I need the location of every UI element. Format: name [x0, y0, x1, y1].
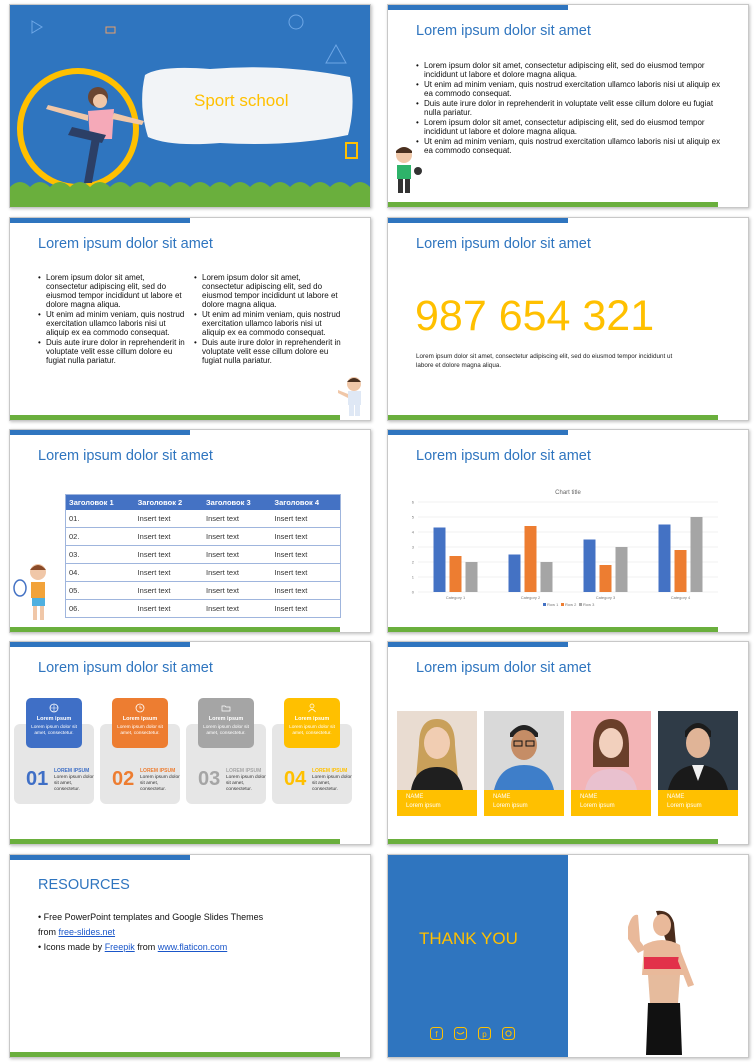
bar-row-3: [616, 547, 628, 592]
step-card: [100, 698, 180, 804]
slide-title: Lorem ipsum dolor sit amet: [416, 448, 591, 464]
chart-title: Chart title: [555, 490, 581, 496]
person-icon: [307, 703, 317, 713]
table-header: Заголовок 1: [66, 495, 135, 511]
table-cell: Insert text: [271, 582, 340, 600]
legend-label: Row 1: [547, 602, 559, 607]
table-cell: Insert text: [135, 510, 203, 528]
table-header: Заголовок 4: [271, 495, 340, 511]
member-photo: [397, 711, 477, 790]
card-number: 03: [198, 768, 221, 790]
table-row: [66, 582, 341, 600]
card-label: LOREM IPSUM: [226, 768, 262, 774]
top-accent-bar: [10, 642, 190, 647]
slide-title: Lorem ipsum dolor sit amet: [38, 660, 213, 676]
y-tick-label: 4: [411, 529, 414, 535]
resources-from-text: from: [38, 927, 59, 937]
table-cell: Insert text: [203, 510, 271, 528]
table-header-row: [66, 495, 341, 511]
card-title: Lorem ipsum: [122, 716, 158, 722]
fitness-woman-photo: [598, 905, 718, 1055]
clock-icon: [135, 703, 145, 713]
bullet-item: • Duis aute irure dolor in reprehenderit in voluptate velit esse cillum dolore eu fugiat nulla pariatur.: [38, 338, 186, 365]
card-title: Lorem ipsum: [36, 716, 72, 722]
bullet-list: [416, 61, 721, 156]
table-cell: Insert text: [135, 564, 203, 582]
resources-text: [38, 910, 263, 955]
table-row: [66, 546, 341, 564]
instagram-icon[interactable]: [503, 1028, 515, 1040]
member-role: Lorem ipsum: [580, 803, 615, 809]
card-description: Lorem ipsum dolor sit amet, consectetur.: [226, 775, 266, 792]
card-header: [26, 698, 82, 748]
bar-row-3: [466, 562, 478, 592]
card-title: Lorem ipsum: [294, 716, 330, 722]
table-cell: Insert text: [271, 546, 340, 564]
table-cell: 03.: [66, 546, 135, 564]
from-text: from: [134, 942, 158, 952]
member-label: [658, 790, 738, 816]
card-number: 01: [26, 768, 49, 790]
table-cell: Insert text: [271, 600, 340, 618]
top-accent-bar: [10, 430, 190, 435]
table-cell: 04.: [66, 564, 135, 582]
member-label: [484, 790, 564, 816]
member-label: [571, 790, 651, 816]
bar-row-1: [584, 540, 596, 593]
table-cell: Insert text: [271, 528, 340, 546]
member-photo: [571, 711, 651, 790]
slide-6-chart[interactable]: [387, 429, 749, 633]
member-role: Lorem ipsum: [667, 803, 702, 809]
card-number: 04: [284, 768, 307, 790]
member-role: Lorem ipsum: [406, 803, 441, 809]
x-tick-label: Category 2: [520, 595, 541, 600]
slide-10-thank-you[interactable]: [387, 854, 749, 1058]
top-accent-bar: [388, 642, 568, 647]
facebook-icon[interactable]: [431, 1028, 443, 1040]
slide-8-team[interactable]: [387, 641, 749, 845]
flaticon-link[interactable]: www.flaticon.com: [157, 942, 228, 952]
legend-swatch: [579, 603, 582, 606]
table-row: [66, 528, 341, 546]
card-label: LOREM IPSUM: [54, 768, 90, 774]
table-header: Заголовок 3: [203, 495, 271, 511]
bullet-item: • Ut enim ad minim veniam, quis nostrud exercitation ullamco laboris nisi ut aliquip ex ea commodo consequat.: [194, 310, 342, 337]
table-cell: Insert text: [271, 510, 340, 528]
team-member: [484, 711, 564, 816]
step-card: [186, 698, 266, 804]
top-accent-bar: [388, 5, 568, 10]
card-description: Lorem ipsum dolor sit amet, consectetur.: [312, 775, 352, 792]
bar-row-1: [509, 555, 521, 593]
table-cell: 06.: [66, 600, 135, 618]
table-cell: Insert text: [203, 600, 271, 618]
big-number: 987 654 321: [415, 292, 655, 340]
y-tick-label: 6: [411, 499, 414, 505]
card-title: Lorem ipsum: [208, 716, 244, 722]
table-cell: Insert text: [135, 600, 203, 618]
x-tick-label: Category 4: [670, 595, 691, 600]
bottom-accent-bar: [388, 839, 718, 844]
bar-chart: [388, 430, 748, 632]
legend-swatch: [543, 603, 546, 606]
icons-made-by-text: • Icons made by: [38, 942, 105, 952]
bullet-item: • Lorem ipsum dolor sit amet, consectetur adipiscing elit, sed do eiusmod tempor incididunt ut labore et dolore magna aliqua.: [416, 118, 721, 136]
card-text: Lorem ipsum dolor sit amet, consectetur.: [203, 725, 249, 736]
slide-1-cover[interactable]: [9, 4, 371, 208]
folder-icon: [221, 703, 231, 713]
freepik-link[interactable]: Freepik: [104, 942, 135, 952]
member-name: NAME: [667, 794, 685, 800]
svg-text:f: f: [435, 1030, 438, 1039]
team-member: [397, 711, 477, 816]
resources-line: [38, 940, 263, 955]
bullet-item: • Ut enim ad minim veniam, quis nostrud exercitation ullamco laboris nisi ut aliquip ex ea commodo consequat.: [416, 80, 721, 98]
cover-art: [10, 5, 370, 207]
table-cell: Insert text: [203, 582, 271, 600]
bottom-accent-bar: [10, 627, 340, 632]
bar-row-2: [525, 526, 537, 592]
step-card: [14, 698, 94, 804]
card-label: LOREM IPSUM: [140, 768, 176, 774]
y-tick-label: 1: [411, 574, 414, 580]
karate-boy-illustration: [336, 374, 370, 418]
table-row: [66, 564, 341, 582]
pinterest-icon[interactable]: [479, 1028, 491, 1040]
bullet-column-right: [194, 273, 342, 366]
slide-title: Lorem ipsum dolor sit amet: [416, 236, 591, 252]
member-name: NAME: [580, 794, 598, 800]
resources-line: [38, 925, 263, 940]
x-tick-label: Category 1: [445, 595, 466, 600]
bottom-accent-bar: [388, 627, 718, 632]
x-tick-label: Category 3: [595, 595, 616, 600]
globe-icon: [49, 703, 59, 713]
table-row: [66, 600, 341, 618]
member-label: [397, 790, 477, 816]
bottom-accent-bar: [10, 415, 340, 420]
svg-text:p: p: [482, 1030, 487, 1039]
bullet-item: • Ut enim ad minim veniam, quis nostrud exercitation ullamco laboris nisi ut aliquip ex ea commodo consequat.: [38, 310, 186, 337]
thank-you-title: THANK YOU: [419, 929, 518, 948]
slide-title: Lorem ipsum dolor sit amet: [416, 23, 591, 39]
member-name: NAME: [493, 794, 511, 800]
resources-line: • Free PowerPoint templates and Google Slides Themes: [38, 912, 264, 922]
bullet-item: • Duis aute irure dolor in reprehenderit in voluptate velit esse cillum dolore eu fugiat nulla pariatur.: [416, 99, 721, 117]
twitter-icon[interactable]: [455, 1028, 467, 1040]
table-row: [66, 510, 341, 528]
y-tick-label: 2: [411, 559, 414, 565]
slide-2-bullets[interactable]: [387, 4, 749, 208]
card-text: Lorem ipsum dolor sit amet, consectetur.: [31, 725, 77, 736]
card-description: Lorem ipsum dolor sit amet, consectetur.: [140, 775, 180, 792]
boy-pingpong-illustration: [388, 143, 424, 203]
card-description: Lorem ipsum dolor sit amet, consectetur.: [54, 775, 94, 792]
table-cell: Insert text: [135, 546, 203, 564]
bar-row-3: [691, 517, 703, 592]
bullet-item: • Lorem ipsum dolor sit amet, consectetur adipiscing elit, sed do eiusmod tempor incididunt ut labore et dolore magna aliqua.: [416, 61, 721, 79]
bar-row-2: [675, 550, 687, 592]
member-role: Lorem ipsum: [493, 803, 528, 809]
bar-row-2: [450, 556, 462, 592]
card-number: 02: [112, 768, 135, 790]
member-photo: [484, 711, 564, 790]
bar-row-2: [600, 565, 612, 592]
y-tick-label: 0: [411, 589, 414, 595]
resources-title: RESOURCES: [38, 877, 130, 893]
social-icons: [430, 1027, 530, 1041]
slide-7-steps[interactable]: [9, 641, 371, 845]
y-tick-label: 5: [411, 514, 414, 520]
bullet-item: • Ut enim ad minim veniam, quis nostrud exercitation ullamco laboris nisi ut aliquip ex ea commodo consequat.: [416, 137, 721, 155]
slide-9-resources[interactable]: [9, 854, 371, 1058]
bottom-accent-bar: [388, 415, 718, 420]
table-cell: Insert text: [271, 564, 340, 582]
slide-title: Lorem ipsum dolor sit amet: [416, 660, 591, 676]
slide-3-two-columns[interactable]: [9, 217, 371, 421]
team-member: [658, 711, 738, 816]
legend-swatch: [561, 603, 564, 606]
y-tick-label: 3: [411, 544, 414, 550]
slide-4-big-number[interactable]: [387, 217, 749, 421]
legend-label: Row 2: [565, 602, 577, 607]
top-accent-bar: [10, 855, 190, 860]
bullet-item: • Lorem ipsum dolor sit amet, consectetur adipiscing elit, sed do eiusmod tempor incididunt ut labore et dolore magna aliqua.: [38, 273, 186, 309]
table-cell: 01.: [66, 510, 135, 528]
table-cell: Insert text: [135, 528, 203, 546]
bottom-accent-bar: [10, 1052, 340, 1057]
card-header: [198, 698, 254, 748]
bullet-item: • Duis aute irure dolor in reprehenderit in voluptate velit esse cillum dolore eu fugiat nulla pariatur.: [194, 338, 342, 365]
card-header: [284, 698, 340, 748]
bar-row-3: [541, 562, 553, 592]
bottom-accent-bar: [388, 202, 718, 207]
bottom-accent-bar: [10, 839, 340, 844]
girl-tennis-illustration: [12, 560, 54, 626]
bar-row-1: [434, 528, 446, 593]
free-slides-link[interactable]: free-slides.net: [58, 927, 116, 937]
table-cell: 05.: [66, 582, 135, 600]
table-cell: 02.: [66, 528, 135, 546]
member-photo: [658, 711, 738, 790]
card-header: [112, 698, 168, 748]
slide-title: Lorem ipsum dolor sit amet: [38, 236, 213, 252]
bullet-item: • Lorem ipsum dolor sit amet, consectetur adipiscing elit, sed do eiusmod tempor incididunt ut labore et dolore magna aliqua.: [194, 273, 342, 309]
data-table: [65, 494, 341, 618]
step-card: [272, 698, 352, 804]
card-text: Lorem ipsum dolor sit amet, consectetur.: [289, 725, 335, 736]
table-cell: Insert text: [203, 528, 271, 546]
legend-label: Row 3: [583, 602, 595, 607]
slide-title: Lorem ipsum dolor sit amet: [38, 448, 213, 464]
table-cell: Insert text: [203, 564, 271, 582]
card-text: Lorem ipsum dolor sit amet, consectetur.: [117, 725, 163, 736]
top-accent-bar: [388, 218, 568, 223]
table-header: Заголовок 2: [135, 495, 203, 511]
slide-5-table[interactable]: [9, 429, 371, 633]
number-caption: Lorem ipsum dolor sit amet, consectetur adipiscing elit, sed do eiusmod tempor incididunt ut labore et dolore magna aliqua.: [416, 353, 673, 369]
top-accent-bar: [10, 218, 190, 223]
card-label: LOREM IPSUM: [312, 768, 348, 774]
bar-row-1: [659, 525, 671, 593]
table-cell: Insert text: [135, 582, 203, 600]
table-cell: Insert text: [203, 546, 271, 564]
member-name: NAME: [406, 794, 424, 800]
team-member: [571, 711, 651, 816]
bullet-column-left: [38, 273, 186, 366]
cover-title: Sport school: [194, 91, 289, 110]
